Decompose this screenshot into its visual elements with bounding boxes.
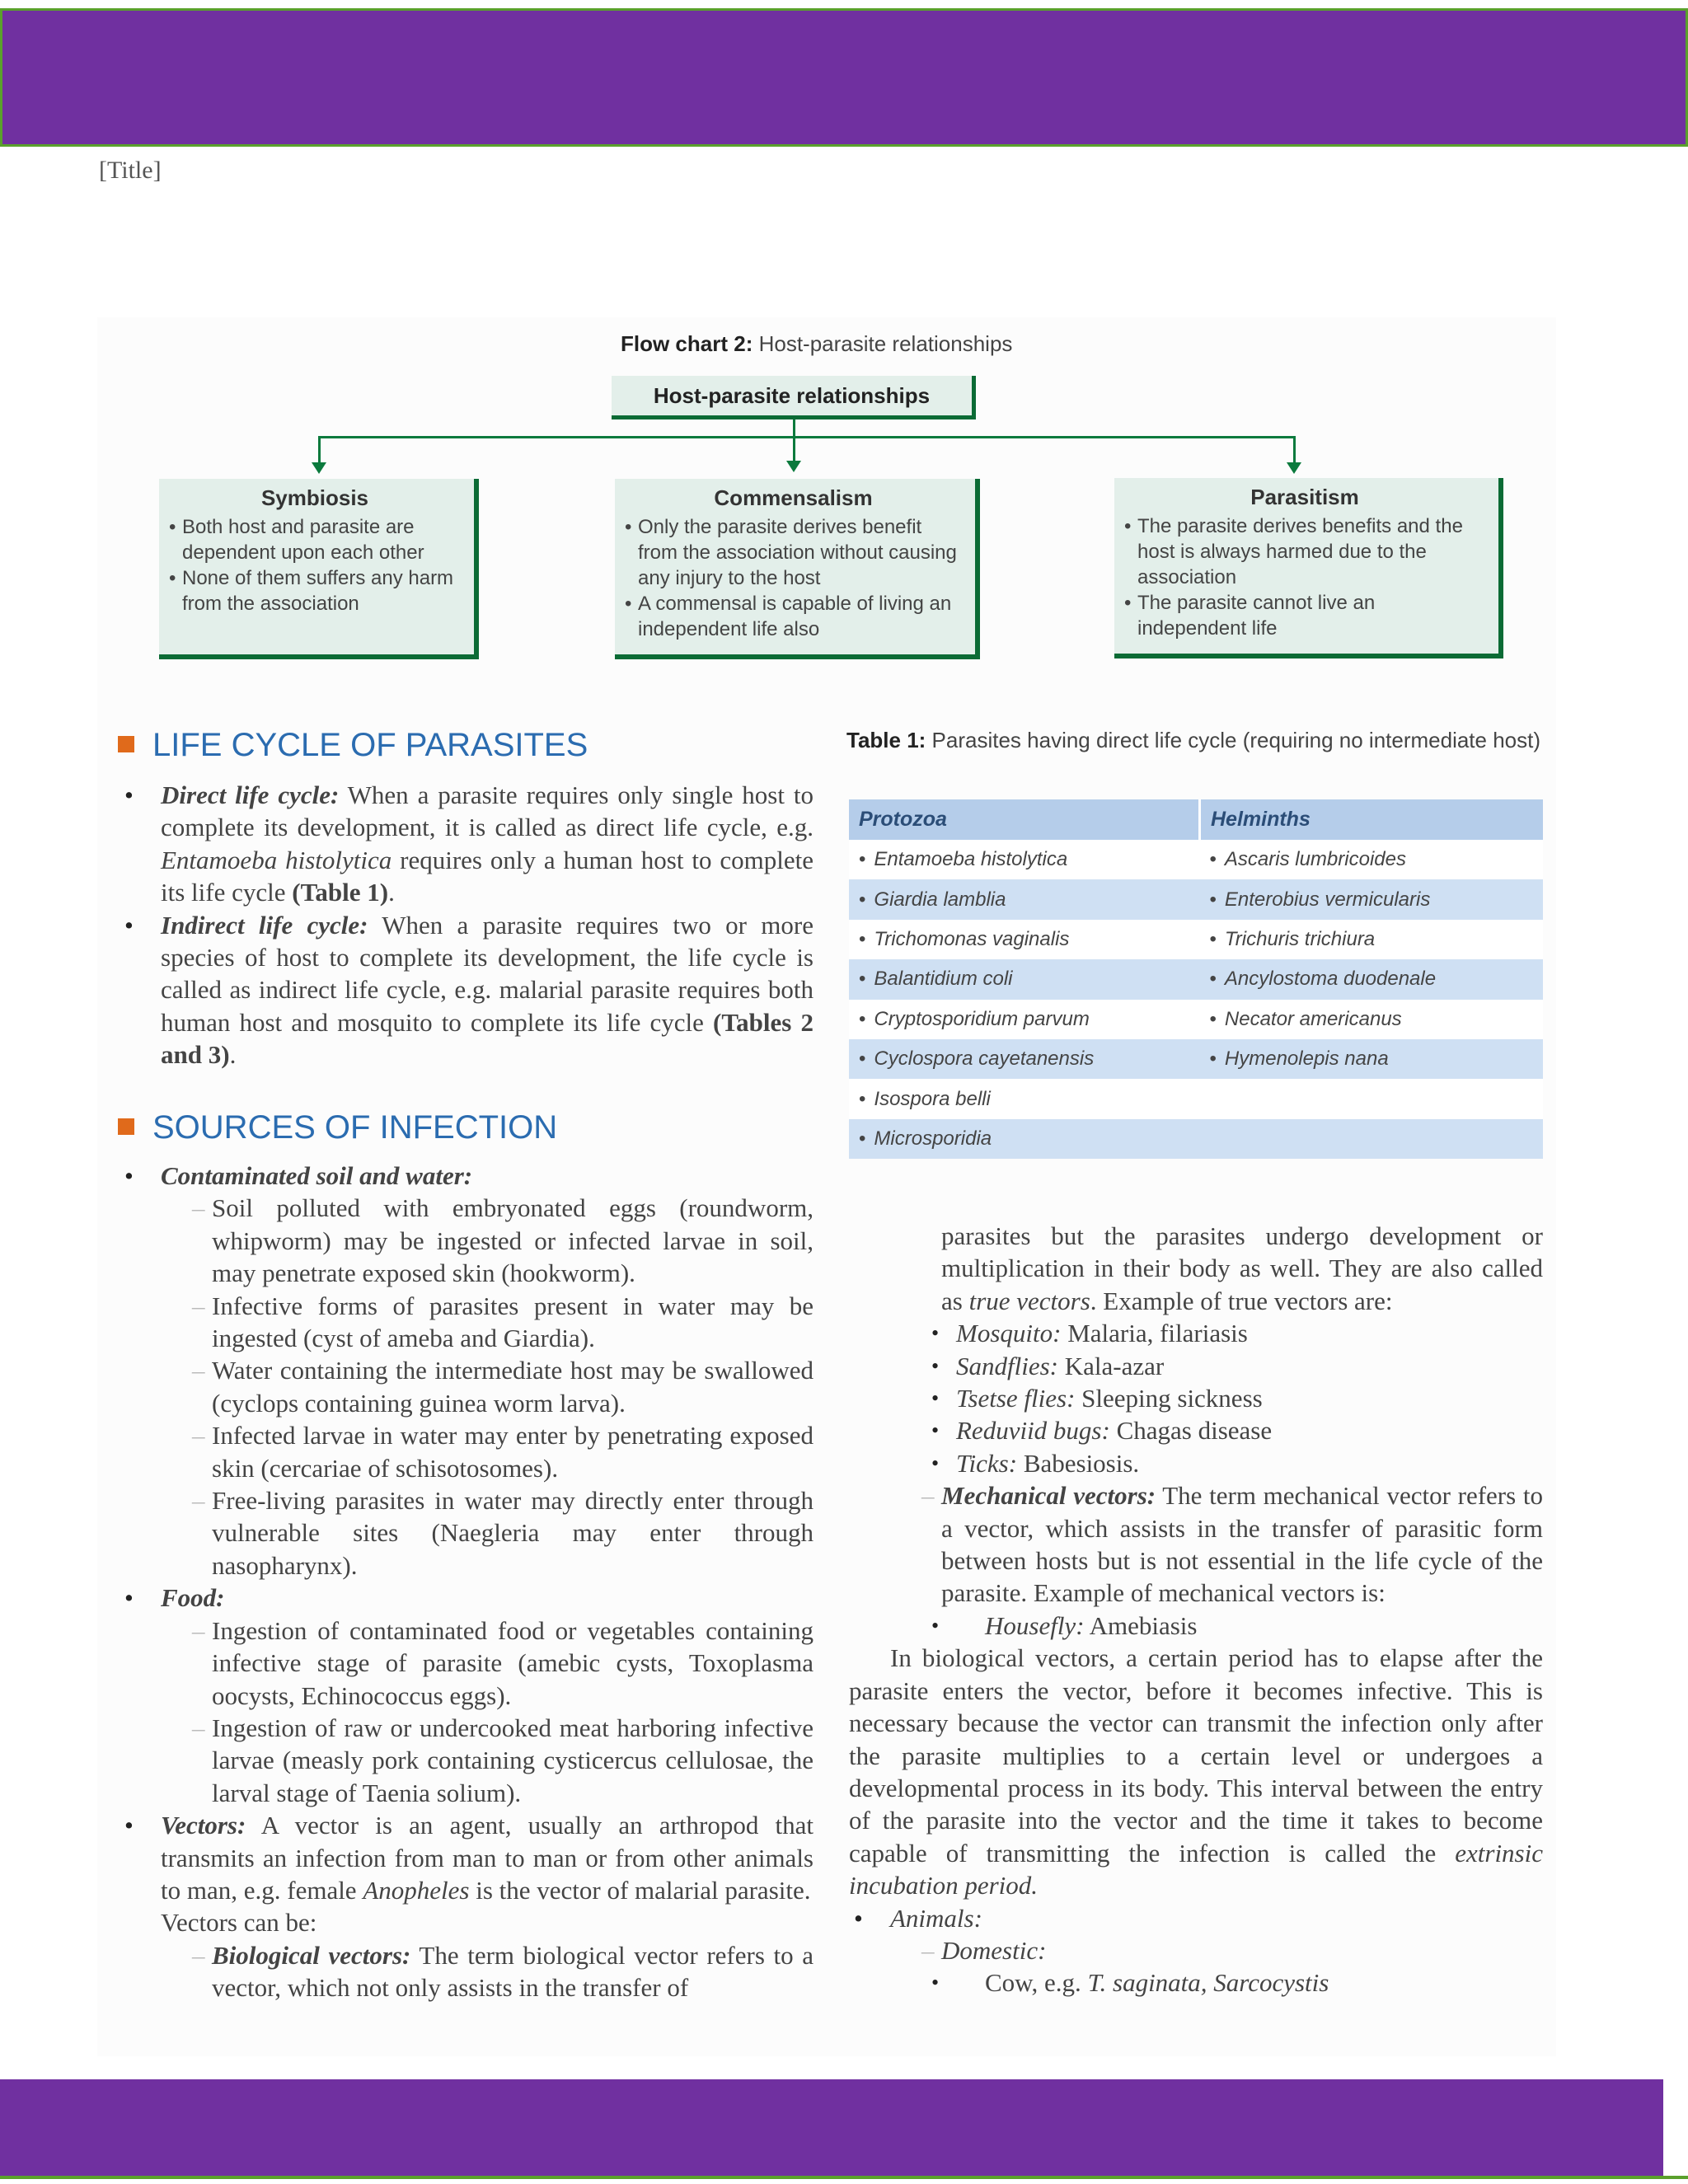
biological-vectors-continued: parasites but the parasites undergo development or multiplication in their body as well. They are also called as true vectors. Example of true vectors are:	[941, 1221, 1543, 1315]
soil-item: – Infective forms of parasites present in water may be ingested (cyst of ameba and Giardia).	[120, 1290, 814, 1355]
parasitism-box	[1114, 478, 1503, 658]
title-placeholder[interactable]: [Title]	[99, 157, 162, 184]
vectors-can-be: Vectors can be:	[161, 1908, 317, 1938]
section-heading-life-cycle: LIFE CYCLE OF PARASITES	[118, 727, 588, 764]
direct-life-cycle-paragraph: • Direct life cycle: When a parasite requires only single host to complete its development, it is called as direct life cycle, e.g. Entamoeba histolytica requires only a human host to complete its life cycle (Table 1).	[120, 779, 814, 909]
box-item: • None of them suffers any harm from the association	[182, 565, 462, 616]
sources-left-column	[120, 1160, 814, 2004]
table-row	[849, 1079, 1543, 1118]
protozoa-cell: • Isospora belli	[849, 1079, 1200, 1118]
column-header-protozoa: Protozoa	[849, 799, 1200, 840]
commensalism-box	[615, 479, 980, 659]
connector-middle	[793, 436, 795, 461]
table-row	[849, 1039, 1543, 1079]
table-row	[849, 1119, 1543, 1159]
box-item: • A commensal is capable of living an independent life also	[638, 591, 964, 642]
true-vector-item: • Ticks: Babesiosis.	[849, 1447, 1543, 1479]
helminths-cell: • Trichuris trichiura	[1200, 920, 1544, 959]
box-item: • Both host and parasite are dependent upon each other	[182, 514, 462, 565]
arrow-down-icon	[312, 462, 326, 474]
sources-right-column	[849, 1220, 1543, 1999]
section-heading-sources: SOURCES OF INFECTION	[118, 1109, 557, 1146]
box-item: • The parasite cannot live an independent life	[1137, 590, 1487, 641]
soil-item: – Free-living parasites in water may directly enter through vulnerable sites (Naegleria may enter through nasopharynx).	[120, 1484, 814, 1582]
square-bullet-icon	[118, 1118, 134, 1135]
biological-vectors-paragraph: – Biological vectors: The term biological vector refers to a vector, which not only assists in the transfer of	[120, 1939, 814, 2004]
mechanical-vectors-paragraph: – Mechanical vectors: The term mechanical vector refers to a vector, which assists in the transfer of parasitic form between hosts but is not essential in the life cycle of the parasite. Example of mechanical vectors is:	[849, 1479, 1543, 1610]
arrow-down-icon	[786, 461, 801, 472]
helminths-cell: • Ascaris lumbricoides	[1200, 840, 1544, 879]
parasites-table	[849, 799, 1543, 1159]
square-bullet-icon	[118, 736, 134, 752]
food-item: – Ingestion of raw or undercooked meat harboring infective larvae (measly pork containing cysticercus cellulosae, the larval stage of Taenia solium).	[120, 1712, 814, 1809]
vectors-paragraph: • Vectors: A vector is an agent, usually an arthropod that transmits an infection from man to man or from other animals to man, e.g. female Anopheles is the vector of malarial parasite.	[120, 1809, 814, 1906]
true-vector-item: • Mosquito: Malaria, filariasis	[849, 1317, 1543, 1349]
flowchart-caption: Flow chart 2: Host-parasite relationships	[621, 331, 1013, 356]
table-row	[849, 1000, 1543, 1039]
helminths-cell	[1200, 1119, 1544, 1159]
box-item: • The parasite derives benefits and the host is always harmed due to the association	[1137, 513, 1487, 590]
table-row	[849, 879, 1543, 919]
soil-item: – Soil polluted with embryonated eggs (roundworm, whipworm) may be ingested or infected larvae in soil, may penetrate exposed skin (hookworm).	[120, 1192, 814, 1289]
cow-item: • Cow, e.g. T. saginata, Sarcocystis	[849, 1966, 1543, 1999]
helminths-cell: • Necator americanus	[1200, 1000, 1544, 1039]
table-row	[849, 840, 1543, 879]
soil-item: – Water containing the intermediate host may be swallowed (cyclops containing guinea worm larva).	[120, 1354, 814, 1419]
domestic-heading: – Domestic:	[849, 1934, 1543, 1966]
indirect-life-cycle-paragraph: • Indirect life cycle: When a parasite requires two or more species of host to complete its development, the life cycle is called as indirect life cycle, e.g. malarial parasite requires both human host and mosquito to complete its life cycle (Tables 2 and 3).	[120, 909, 814, 1071]
header-banner	[0, 8, 1688, 147]
protozoa-cell: • Microsporidia	[849, 1119, 1200, 1159]
connector-horizontal	[318, 436, 1296, 438]
column-header-helminths: Helminths	[1200, 799, 1544, 840]
helminths-cell	[1200, 1079, 1544, 1118]
box-title: Symbiosis	[260, 485, 369, 510]
box-title: Commensalism	[714, 485, 873, 510]
table-row	[849, 959, 1543, 999]
protozoa-cell: • Trichomonas vaginalis	[849, 920, 1200, 959]
connector-vertical	[793, 419, 795, 438]
box-item: • Only the parasite derives benefit from the association without causing any injury to the host	[638, 514, 964, 591]
food-item: – Ingestion of contaminated food or vegetables containing infective stage of parasite (amebic cysts, Toxoplasma oocysts, Echinococcus eggs).	[120, 1615, 814, 1712]
arrow-down-icon	[1287, 462, 1301, 474]
connector-left	[318, 436, 321, 462]
protozoa-cell: • Balantidium coli	[849, 959, 1200, 999]
true-vector-item: • Tsetse flies: Sleeping sickness	[849, 1382, 1543, 1414]
soil-item: – Infected larvae in water may enter by penetrating exposed skin (cercariae of schisotosomes).	[120, 1419, 814, 1484]
box-title: Parasitism	[1250, 485, 1359, 509]
mechanical-vector-example: • Housefly: Amebiasis	[849, 1610, 1543, 1642]
table1-caption: Table 1: Parasites having direct life cycle (requiring no intermediate host)	[846, 728, 1541, 752]
protozoa-cell: • Entamoeba histolytica	[849, 840, 1200, 879]
connector-right	[1293, 436, 1296, 462]
table-row	[849, 920, 1543, 959]
protozoa-cell: • Cyclospora cayetanensis	[849, 1039, 1200, 1079]
helminths-cell: • Hymenolepis nana	[1200, 1039, 1544, 1079]
footer-line	[0, 2176, 1688, 2179]
protozoa-cell: • Cryptosporidium parvum	[849, 1000, 1200, 1039]
footer-banner	[0, 2079, 1663, 2176]
soil-water-heading: • Contaminated soil and water:	[120, 1160, 814, 1192]
flowchart-root-box: Host-parasite relationships	[612, 376, 976, 419]
helminths-cell: • Enterobius vermicularis	[1200, 879, 1544, 919]
incubation-paragraph: In biological vectors, a certain period has to elapse after the parasite enters the vector, before it becomes infective. This is necessary because the vector can transmit the infection only after the parasite multiplies to a certain level or undergoes a developmental process in its body. This interval between the entry of the parasite into the vector and the time it takes to become capable of transmitting the infection is called the extrinsic incubation period.	[849, 1643, 1543, 1900]
food-heading: • Food:	[120, 1582, 814, 1614]
life-cycle-text	[120, 779, 814, 1071]
animals-heading: • Animals:	[849, 1902, 1543, 1934]
true-vector-item: • Sandflies: Kala-azar	[849, 1350, 1543, 1382]
helminths-cell: • Ancylostoma duodenale	[1200, 959, 1544, 999]
true-vector-item: • Reduviid bugs: Chagas disease	[849, 1414, 1543, 1446]
protozoa-cell: • Giardia lamblia	[849, 879, 1200, 919]
symbiosis-box	[159, 479, 479, 659]
